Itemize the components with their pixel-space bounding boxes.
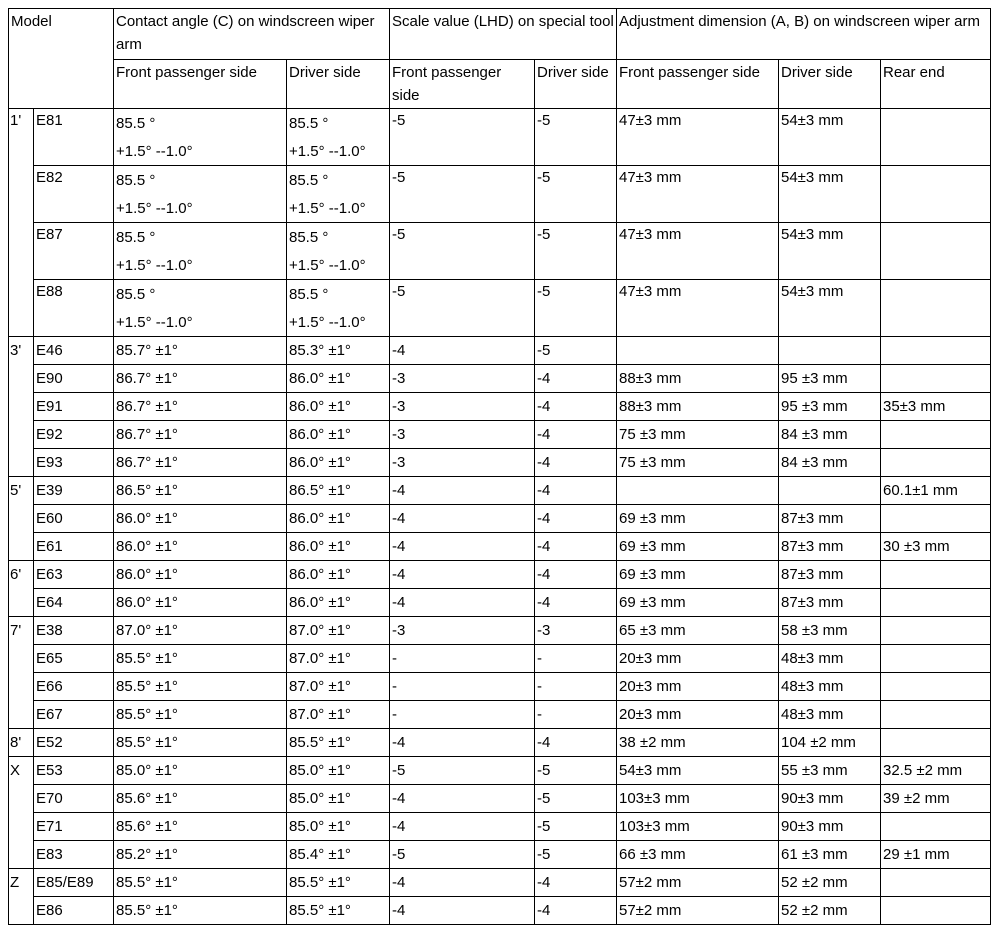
contact-angle-driver: 86.0° ±1° bbox=[287, 505, 390, 533]
adjustment-front-passenger: 75 ±3 mm bbox=[617, 421, 779, 449]
contact-angle-front-passenger bbox=[114, 223, 287, 280]
scale-driver: -4 bbox=[535, 505, 617, 533]
scale-front-passenger: -3 bbox=[390, 449, 535, 477]
table-row bbox=[9, 673, 991, 701]
contact-angle-driver: 87.0° ±1° bbox=[287, 617, 390, 645]
series-label: X bbox=[9, 757, 34, 869]
scale-driver: -5 bbox=[535, 757, 617, 785]
scale-front-passenger: -5 bbox=[390, 757, 535, 785]
contact-angle-driver: 85.5° ±1° bbox=[287, 729, 390, 757]
table-row bbox=[9, 223, 991, 280]
model-cell: E66 bbox=[34, 673, 114, 701]
model-cell: E91 bbox=[34, 393, 114, 421]
adjustment-front-passenger: 103±3 mm bbox=[617, 785, 779, 813]
contact-angle-front-passenger: 85.6° ±1° bbox=[114, 785, 287, 813]
angle-tolerance: +1.5° --1.0° bbox=[116, 257, 193, 274]
adjustment-driver: 61 ±3 mm bbox=[779, 841, 881, 869]
adjustment-front-passenger: 47±3 mm bbox=[617, 223, 779, 280]
adjustment-front-passenger: 65 ±3 mm bbox=[617, 617, 779, 645]
scale-front-passenger: -5 bbox=[390, 280, 535, 337]
scale-front-passenger: -4 bbox=[390, 869, 535, 897]
table-row bbox=[9, 813, 991, 841]
scale-front-passenger: -3 bbox=[390, 617, 535, 645]
scale-front-passenger: -4 bbox=[390, 337, 535, 365]
angle-value: 85.5 ° bbox=[289, 172, 329, 189]
contact-angle-driver: 87.0° ±1° bbox=[287, 673, 390, 701]
scale-front-passenger: -4 bbox=[390, 589, 535, 617]
adjustment-driver bbox=[779, 337, 881, 365]
model-cell: E81 bbox=[34, 109, 114, 166]
model-cell: E53 bbox=[34, 757, 114, 785]
scale-driver: -5 bbox=[535, 813, 617, 841]
contact-angle-front-passenger: 85.0° ±1° bbox=[114, 757, 287, 785]
adjustment-rear-end bbox=[881, 561, 991, 589]
contact-angle-front-passenger: 86.0° ±1° bbox=[114, 505, 287, 533]
adjustment-rear-end bbox=[881, 813, 991, 841]
model-cell: E83 bbox=[34, 841, 114, 869]
scale-driver: - bbox=[535, 701, 617, 729]
scale-front-passenger: -3 bbox=[390, 421, 535, 449]
contact-angle-front-passenger: 87.0° ±1° bbox=[114, 617, 287, 645]
model-cell: E88 bbox=[34, 280, 114, 337]
series-label: 5' bbox=[9, 477, 34, 561]
table-row bbox=[9, 505, 991, 533]
contact-angle-front-passenger: 86.0° ±1° bbox=[114, 561, 287, 589]
contact-angle-driver: 85.5° ±1° bbox=[287, 897, 390, 925]
model-cell: E82 bbox=[34, 166, 114, 223]
scale-driver: -4 bbox=[535, 533, 617, 561]
contact-angle-driver: 85.0° ±1° bbox=[287, 813, 390, 841]
header-scale-value: Scale value (LHD) on special tool bbox=[390, 9, 617, 60]
header-adjustment-dimension: Adjustment dimension (A, B) on windscreen wiper arm bbox=[617, 9, 991, 60]
scale-driver: - bbox=[535, 673, 617, 701]
contact-angle-front-passenger bbox=[114, 109, 287, 166]
contact-angle-front-passenger: 85.5° ±1° bbox=[114, 897, 287, 925]
contact-angle-driver: 87.0° ±1° bbox=[287, 645, 390, 673]
scale-driver: -3 bbox=[535, 617, 617, 645]
model-cell: E60 bbox=[34, 505, 114, 533]
contact-angle-front-passenger: 85.5° ±1° bbox=[114, 645, 287, 673]
table-body bbox=[9, 109, 991, 925]
contact-angle-front-passenger: 86.7° ±1° bbox=[114, 393, 287, 421]
angle-tolerance: +1.5° --1.0° bbox=[116, 200, 193, 217]
adjustment-driver: 84 ±3 mm bbox=[779, 421, 881, 449]
adjustment-rear-end bbox=[881, 109, 991, 166]
contact-angle-driver: 85.0° ±1° bbox=[287, 785, 390, 813]
adjustment-rear-end bbox=[881, 673, 991, 701]
table-row bbox=[9, 841, 991, 869]
scale-front-passenger: -3 bbox=[390, 393, 535, 421]
angle-tolerance: +1.5° --1.0° bbox=[289, 314, 366, 331]
scale-front-passenger: -4 bbox=[390, 477, 535, 505]
adjustment-rear-end: 30 ±3 mm bbox=[881, 533, 991, 561]
adjustment-rear-end: 39 ±2 mm bbox=[881, 785, 991, 813]
contact-angle-driver: 86.5° ±1° bbox=[287, 477, 390, 505]
scale-driver: -5 bbox=[535, 109, 617, 166]
table-row bbox=[9, 897, 991, 925]
model-cell: E71 bbox=[34, 813, 114, 841]
scale-front-passenger: -4 bbox=[390, 785, 535, 813]
contact-angle-driver bbox=[287, 223, 390, 280]
adjustment-driver: 54±3 mm bbox=[779, 166, 881, 223]
table-row bbox=[9, 589, 991, 617]
adjustment-rear-end bbox=[881, 505, 991, 533]
scale-driver: - bbox=[535, 645, 617, 673]
angle-tolerance: +1.5° --1.0° bbox=[116, 143, 193, 160]
adjustment-driver: 84 ±3 mm bbox=[779, 449, 881, 477]
table-row bbox=[9, 421, 991, 449]
scale-front-passenger: -4 bbox=[390, 533, 535, 561]
contact-angle-driver: 87.0° ±1° bbox=[287, 701, 390, 729]
header-angle-driver: Driver side bbox=[287, 60, 390, 109]
header-scale-front-passenger: Front passenger side bbox=[390, 60, 535, 109]
adjustment-rear-end bbox=[881, 589, 991, 617]
table-row bbox=[9, 785, 991, 813]
table-row bbox=[9, 449, 991, 477]
contact-angle-driver bbox=[287, 109, 390, 166]
adjustment-driver: 90±3 mm bbox=[779, 813, 881, 841]
table-row bbox=[9, 365, 991, 393]
adjustment-driver: 55 ±3 mm bbox=[779, 757, 881, 785]
scale-front-passenger: - bbox=[390, 673, 535, 701]
adjustment-front-passenger: 88±3 mm bbox=[617, 365, 779, 393]
adjustment-rear-end: 60.1±1 mm bbox=[881, 477, 991, 505]
adjustment-rear-end bbox=[881, 449, 991, 477]
adjustment-driver: 104 ±2 mm bbox=[779, 729, 881, 757]
scale-driver: -5 bbox=[535, 166, 617, 223]
adjustment-driver: 87±3 mm bbox=[779, 533, 881, 561]
table-row bbox=[9, 393, 991, 421]
contact-angle-front-passenger: 86.5° ±1° bbox=[114, 477, 287, 505]
scale-driver: -5 bbox=[535, 223, 617, 280]
adjustment-rear-end bbox=[881, 645, 991, 673]
adjustment-front-passenger: 69 ±3 mm bbox=[617, 561, 779, 589]
angle-tolerance: +1.5° --1.0° bbox=[289, 143, 366, 160]
angle-value: 85.5 ° bbox=[289, 115, 329, 132]
angle-value: 85.5 ° bbox=[116, 115, 156, 132]
model-cell: E90 bbox=[34, 365, 114, 393]
model-cell: E63 bbox=[34, 561, 114, 589]
contact-angle-driver: 86.0° ±1° bbox=[287, 421, 390, 449]
adjustment-driver bbox=[779, 477, 881, 505]
scale-driver: -4 bbox=[535, 393, 617, 421]
series-label: Z bbox=[9, 869, 34, 925]
contact-angle-front-passenger: 86.0° ±1° bbox=[114, 533, 287, 561]
adjustment-driver: 87±3 mm bbox=[779, 561, 881, 589]
table-row bbox=[9, 109, 991, 166]
header-adj-driver: Driver side bbox=[779, 60, 881, 109]
angle-value: 85.5 ° bbox=[116, 286, 156, 303]
adjustment-driver: 95 ±3 mm bbox=[779, 393, 881, 421]
model-cell: E61 bbox=[34, 533, 114, 561]
adjustment-front-passenger: 88±3 mm bbox=[617, 393, 779, 421]
angle-value: 85.5 ° bbox=[289, 229, 329, 246]
scale-front-passenger: -4 bbox=[390, 897, 535, 925]
header-adj-rear-end: Rear end bbox=[881, 60, 991, 109]
scale-driver: -4 bbox=[535, 869, 617, 897]
wiper-adjustment-table bbox=[8, 8, 991, 925]
contact-angle-driver: 85.0° ±1° bbox=[287, 757, 390, 785]
model-cell: E67 bbox=[34, 701, 114, 729]
adjustment-rear-end bbox=[881, 421, 991, 449]
contact-angle-front-passenger: 85.5° ±1° bbox=[114, 869, 287, 897]
adjustment-driver: 87±3 mm bbox=[779, 589, 881, 617]
adjustment-front-passenger bbox=[617, 337, 779, 365]
scale-driver: -4 bbox=[535, 589, 617, 617]
model-cell: E92 bbox=[34, 421, 114, 449]
scale-driver: -4 bbox=[535, 561, 617, 589]
adjustment-rear-end bbox=[881, 365, 991, 393]
scale-driver: -4 bbox=[535, 421, 617, 449]
adjustment-front-passenger: 103±3 mm bbox=[617, 813, 779, 841]
adjustment-driver: 54±3 mm bbox=[779, 109, 881, 166]
table-row bbox=[9, 645, 991, 673]
scale-front-passenger: -5 bbox=[390, 166, 535, 223]
adjustment-rear-end: 32.5 ±2 mm bbox=[881, 757, 991, 785]
series-label: 8' bbox=[9, 729, 34, 757]
contact-angle-driver: 86.0° ±1° bbox=[287, 589, 390, 617]
table-row bbox=[9, 617, 991, 645]
scale-front-passenger: -5 bbox=[390, 109, 535, 166]
scale-front-passenger: - bbox=[390, 701, 535, 729]
adjustment-driver: 48±3 mm bbox=[779, 701, 881, 729]
contact-angle-front-passenger bbox=[114, 280, 287, 337]
table-row bbox=[9, 729, 991, 757]
table-row bbox=[9, 869, 991, 897]
contact-angle-driver: 85.3° ±1° bbox=[287, 337, 390, 365]
scale-driver: -4 bbox=[535, 477, 617, 505]
scale-front-passenger: -5 bbox=[390, 841, 535, 869]
scale-driver: -5 bbox=[535, 841, 617, 869]
adjustment-driver: 90±3 mm bbox=[779, 785, 881, 813]
model-cell: E46 bbox=[34, 337, 114, 365]
adjustment-front-passenger: 69 ±3 mm bbox=[617, 505, 779, 533]
adjustment-driver: 52 ±2 mm bbox=[779, 897, 881, 925]
contact-angle-front-passenger: 86.7° ±1° bbox=[114, 365, 287, 393]
model-cell: E39 bbox=[34, 477, 114, 505]
adjustment-front-passenger: 47±3 mm bbox=[617, 280, 779, 337]
adjustment-front-passenger: 20±3 mm bbox=[617, 673, 779, 701]
model-cell: E86 bbox=[34, 897, 114, 925]
angle-tolerance: +1.5° --1.0° bbox=[289, 200, 366, 217]
scale-front-passenger: -5 bbox=[390, 223, 535, 280]
adjustment-rear-end bbox=[881, 337, 991, 365]
scale-front-passenger: -3 bbox=[390, 365, 535, 393]
scale-front-passenger: -4 bbox=[390, 813, 535, 841]
angle-tolerance: +1.5° --1.0° bbox=[289, 257, 366, 274]
contact-angle-front-passenger: 85.5° ±1° bbox=[114, 673, 287, 701]
adjustment-front-passenger: 75 ±3 mm bbox=[617, 449, 779, 477]
model-cell: E93 bbox=[34, 449, 114, 477]
model-cell: E87 bbox=[34, 223, 114, 280]
adjustment-rear-end bbox=[881, 897, 991, 925]
contact-angle-driver: 86.0° ±1° bbox=[287, 365, 390, 393]
angle-value: 85.5 ° bbox=[116, 229, 156, 246]
scale-driver: -4 bbox=[535, 729, 617, 757]
adjustment-front-passenger: 66 ±3 mm bbox=[617, 841, 779, 869]
contact-angle-driver: 86.0° ±1° bbox=[287, 561, 390, 589]
adjustment-rear-end bbox=[881, 166, 991, 223]
scale-driver: -5 bbox=[535, 337, 617, 365]
table-row bbox=[9, 337, 991, 365]
adjustment-front-passenger: 20±3 mm bbox=[617, 701, 779, 729]
adjustment-front-passenger: 54±3 mm bbox=[617, 757, 779, 785]
adjustment-front-passenger: 38 ±2 mm bbox=[617, 729, 779, 757]
contact-angle-front-passenger: 85.7° ±1° bbox=[114, 337, 287, 365]
angle-tolerance: +1.5° --1.0° bbox=[116, 314, 193, 331]
adjustment-rear-end bbox=[881, 223, 991, 280]
adjustment-driver: 95 ±3 mm bbox=[779, 365, 881, 393]
contact-angle-driver: 85.4° ±1° bbox=[287, 841, 390, 869]
adjustment-front-passenger: 47±3 mm bbox=[617, 109, 779, 166]
contact-angle-driver bbox=[287, 166, 390, 223]
contact-angle-front-passenger bbox=[114, 166, 287, 223]
contact-angle-front-passenger: 86.7° ±1° bbox=[114, 421, 287, 449]
adjustment-rear-end: 35±3 mm bbox=[881, 393, 991, 421]
model-cell: E64 bbox=[34, 589, 114, 617]
model-cell: E38 bbox=[34, 617, 114, 645]
scale-front-passenger: -4 bbox=[390, 505, 535, 533]
adjustment-rear-end bbox=[881, 617, 991, 645]
adjustment-rear-end: 29 ±1 mm bbox=[881, 841, 991, 869]
series-label: 1' bbox=[9, 109, 34, 337]
adjustment-front-passenger: 69 ±3 mm bbox=[617, 533, 779, 561]
series-label: 3' bbox=[9, 337, 34, 477]
contact-angle-front-passenger: 86.0° ±1° bbox=[114, 589, 287, 617]
header-adj-front-passenger: Front passenger side bbox=[617, 60, 779, 109]
table-row bbox=[9, 533, 991, 561]
contact-angle-driver: 86.0° ±1° bbox=[287, 393, 390, 421]
table-row bbox=[9, 701, 991, 729]
contact-angle-driver: 85.5° ±1° bbox=[287, 869, 390, 897]
adjustment-rear-end bbox=[881, 869, 991, 897]
scale-driver: -5 bbox=[535, 280, 617, 337]
contact-angle-front-passenger: 86.7° ±1° bbox=[114, 449, 287, 477]
angle-value: 85.5 ° bbox=[289, 286, 329, 303]
contact-angle-driver: 86.0° ±1° bbox=[287, 449, 390, 477]
adjustment-rear-end bbox=[881, 729, 991, 757]
angle-value: 85.5 ° bbox=[116, 172, 156, 189]
table-row bbox=[9, 757, 991, 785]
contact-angle-driver: 86.0° ±1° bbox=[287, 533, 390, 561]
contact-angle-front-passenger: 85.5° ±1° bbox=[114, 701, 287, 729]
scale-driver: -4 bbox=[535, 449, 617, 477]
header-contact-angle: Contact angle (C) on windscreen wiper arm bbox=[114, 9, 390, 60]
scale-driver: -4 bbox=[535, 365, 617, 393]
header-angle-front-passenger: Front passenger side bbox=[114, 60, 287, 109]
scale-driver: -4 bbox=[535, 897, 617, 925]
adjustment-driver: 58 ±3 mm bbox=[779, 617, 881, 645]
adjustment-driver: 48±3 mm bbox=[779, 645, 881, 673]
adjustment-front-passenger: 47±3 mm bbox=[617, 166, 779, 223]
model-cell: E52 bbox=[34, 729, 114, 757]
adjustment-rear-end bbox=[881, 280, 991, 337]
series-label: 6' bbox=[9, 561, 34, 617]
scale-front-passenger: -4 bbox=[390, 729, 535, 757]
contact-angle-driver bbox=[287, 280, 390, 337]
series-label: 7' bbox=[9, 617, 34, 729]
adjustment-front-passenger bbox=[617, 477, 779, 505]
adjustment-driver: 87±3 mm bbox=[779, 505, 881, 533]
adjustment-rear-end bbox=[881, 701, 991, 729]
adjustment-driver: 54±3 mm bbox=[779, 280, 881, 337]
adjustment-driver: 54±3 mm bbox=[779, 223, 881, 280]
contact-angle-front-passenger: 85.6° ±1° bbox=[114, 813, 287, 841]
adjustment-front-passenger: 69 ±3 mm bbox=[617, 589, 779, 617]
contact-angle-front-passenger: 85.5° ±1° bbox=[114, 729, 287, 757]
adjustment-front-passenger: 20±3 mm bbox=[617, 645, 779, 673]
model-cell: E85/E89 bbox=[34, 869, 114, 897]
header-model: Model bbox=[9, 9, 114, 109]
table-row bbox=[9, 477, 991, 505]
header-scale-driver: Driver side bbox=[535, 60, 617, 109]
scale-front-passenger: - bbox=[390, 645, 535, 673]
adjustment-driver: 48±3 mm bbox=[779, 673, 881, 701]
adjustment-front-passenger: 57±2 mm bbox=[617, 897, 779, 925]
table-row bbox=[9, 561, 991, 589]
adjustment-front-passenger: 57±2 mm bbox=[617, 869, 779, 897]
model-cell: E65 bbox=[34, 645, 114, 673]
model-cell: E70 bbox=[34, 785, 114, 813]
table-row bbox=[9, 280, 991, 337]
contact-angle-front-passenger: 85.2° ±1° bbox=[114, 841, 287, 869]
scale-driver: -5 bbox=[535, 785, 617, 813]
table-row bbox=[9, 166, 991, 223]
scale-front-passenger: -4 bbox=[390, 561, 535, 589]
adjustment-driver: 52 ±2 mm bbox=[779, 869, 881, 897]
